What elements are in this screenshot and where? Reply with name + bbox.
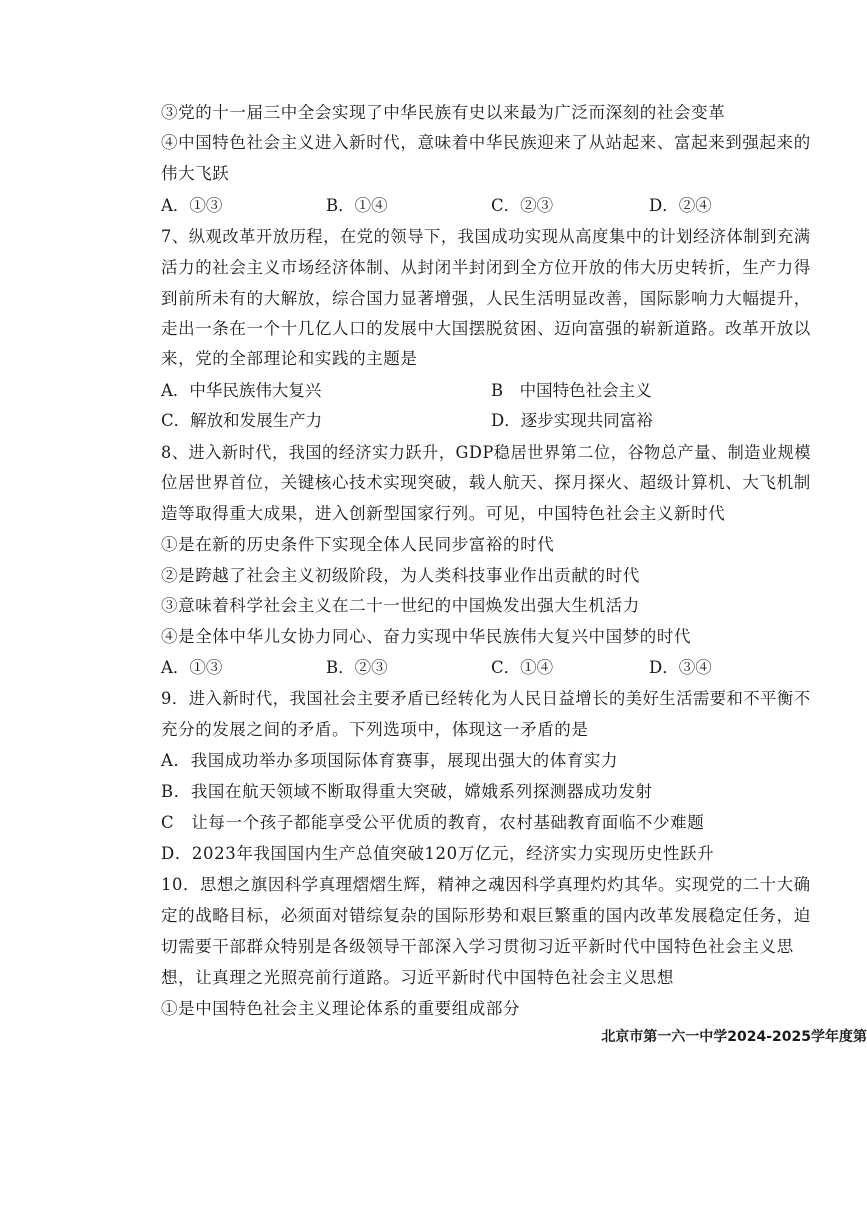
- q8-options: [161, 657, 801, 679]
- q7-options-row2: [161, 410, 801, 432]
- q6-option-d: D．②④: [649, 196, 712, 215]
- q8-statement-3: ③意味着科学社会主义在二十一世纪的中国焕发出强大生机活力: [161, 596, 640, 615]
- q8-stem-line: 8、进入新时代，我国的经济实力跃升，GDP稳居世界第二位，谷物总产量、制造业规模: [161, 443, 812, 462]
- q8-option-b: B．②③: [326, 658, 388, 677]
- q6-options: [161, 195, 801, 217]
- q7-option-d: D．逐步实现共同富裕: [491, 411, 653, 430]
- q8-statement-4: ④是全体中华儿女协力同心、奋力实现中华民族伟大复兴中国梦的时代: [161, 627, 692, 646]
- q8-stem-line: 位居世界首位，关键核心技术实现突破，载人航天、探月探火、超级计算机、大飞机制: [161, 473, 811, 492]
- q7-stem-line: 来，党的全部理论和实践的主题是: [161, 349, 418, 368]
- q6-statement-3: ③党的十一届三中全会实现了中华民族有史以来最为广泛而深刻的社会变革: [161, 103, 726, 122]
- q7-stem-line: 活力的社会主义市场经济体制、从封闭半封闭到全方位开放的伟大历史转折，生产力得: [161, 258, 811, 277]
- q6-statement-4-cont: 伟大飞跃: [161, 164, 230, 183]
- page-footer: 北京市第一六一中学2024-2025学年度第: [601, 1029, 867, 1045]
- q9-option-d: D．2023年我国国内生产总值突破120万亿元，经济实力实现历史性跃升: [161, 844, 715, 863]
- q9-stem-line: 充分的发展之间的矛盾。下列选项中，体现这一矛盾的是: [161, 720, 589, 739]
- q8-option-c: C．①④: [491, 658, 554, 677]
- q7-option-b: B 中国特色社会主义: [491, 381, 652, 400]
- q9-option-c: C 让每一个孩子都能享受公平优质的教育，农村基础教育面临不少难题: [161, 813, 705, 832]
- q8-statement-1: ①是在新的历史条件下实现全体人民同步富裕的时代: [161, 535, 555, 554]
- q7-stem-line: 走出一条在一个十几亿人口的发展中大国摆脱贫困、迈向富强的崭新道路。改革开放以: [161, 319, 811, 338]
- q8-stem-line: 造等取得重大成果，进入创新型国家行列。可见，中国特色社会主义新时代: [161, 504, 726, 523]
- q6-option-c: C．②③: [491, 196, 554, 215]
- q7-stem-line: 到前所未有的大解放，综合国力显著增强，人民生活明显改善，国际影响力大幅提升，: [161, 289, 811, 308]
- q10-statement-1: ①是中国特色社会主义理论体系的重要组成部分: [161, 999, 521, 1018]
- q10-stem-line: 定的战略目标，必须面对错综复杂的国际形势和艰巨繁重的国内改革发展稳定任务，迫: [161, 906, 811, 925]
- q10-stem-line: 10．思想之旗因科学真理熠熠生辉，精神之魂因科学真理灼灼其华。实现党的二十大确: [161, 875, 811, 894]
- q8-statement-2: ②是跨越了社会主义初级阶段，为人类科技事业作出贡献的时代: [161, 566, 640, 585]
- q7-option-c: C．解放和发展生产力: [161, 411, 323, 430]
- q6-statement-4: ④中国特色社会主义进入新时代，意味着中华民族迎来了从站起来、富起来到强起来的: [161, 133, 811, 152]
- q8-option-a: A．①③: [161, 658, 223, 677]
- q9-option-a: A．我国成功举办多项国际体育赛事，展现出强大的体育实力: [161, 751, 619, 770]
- q6-option-b: B．①④: [326, 196, 388, 215]
- q7-stem-line: 7、纵观改革开放历程，在党的领导下，我国成功实现从高度集中的计划经济体制到充满: [161, 227, 811, 246]
- q9-option-b: B．我国在航天领域不断取得重大突破，嫦娥系列探测器成功发射: [161, 782, 653, 801]
- q9-stem-line: 9．进入新时代，我国社会主要矛盾已经转化为人民日益增长的美好生活需要和不平衡不: [161, 689, 811, 708]
- q8-option-d: D．③④: [649, 658, 712, 677]
- q6-option-a: A．①③: [161, 196, 223, 215]
- q7-options-row1: [161, 380, 801, 402]
- q10-stem-line: 想，让真理之光照亮前行道路。习近平新时代中国特色社会主义思想: [161, 968, 674, 987]
- q7-option-a: A．中华民族伟大复兴: [161, 381, 322, 400]
- q10-stem-line: 切需要干部群众特别是各级领导干部深入学习贯彻习近平新时代中国特色社会主义思: [161, 937, 794, 956]
